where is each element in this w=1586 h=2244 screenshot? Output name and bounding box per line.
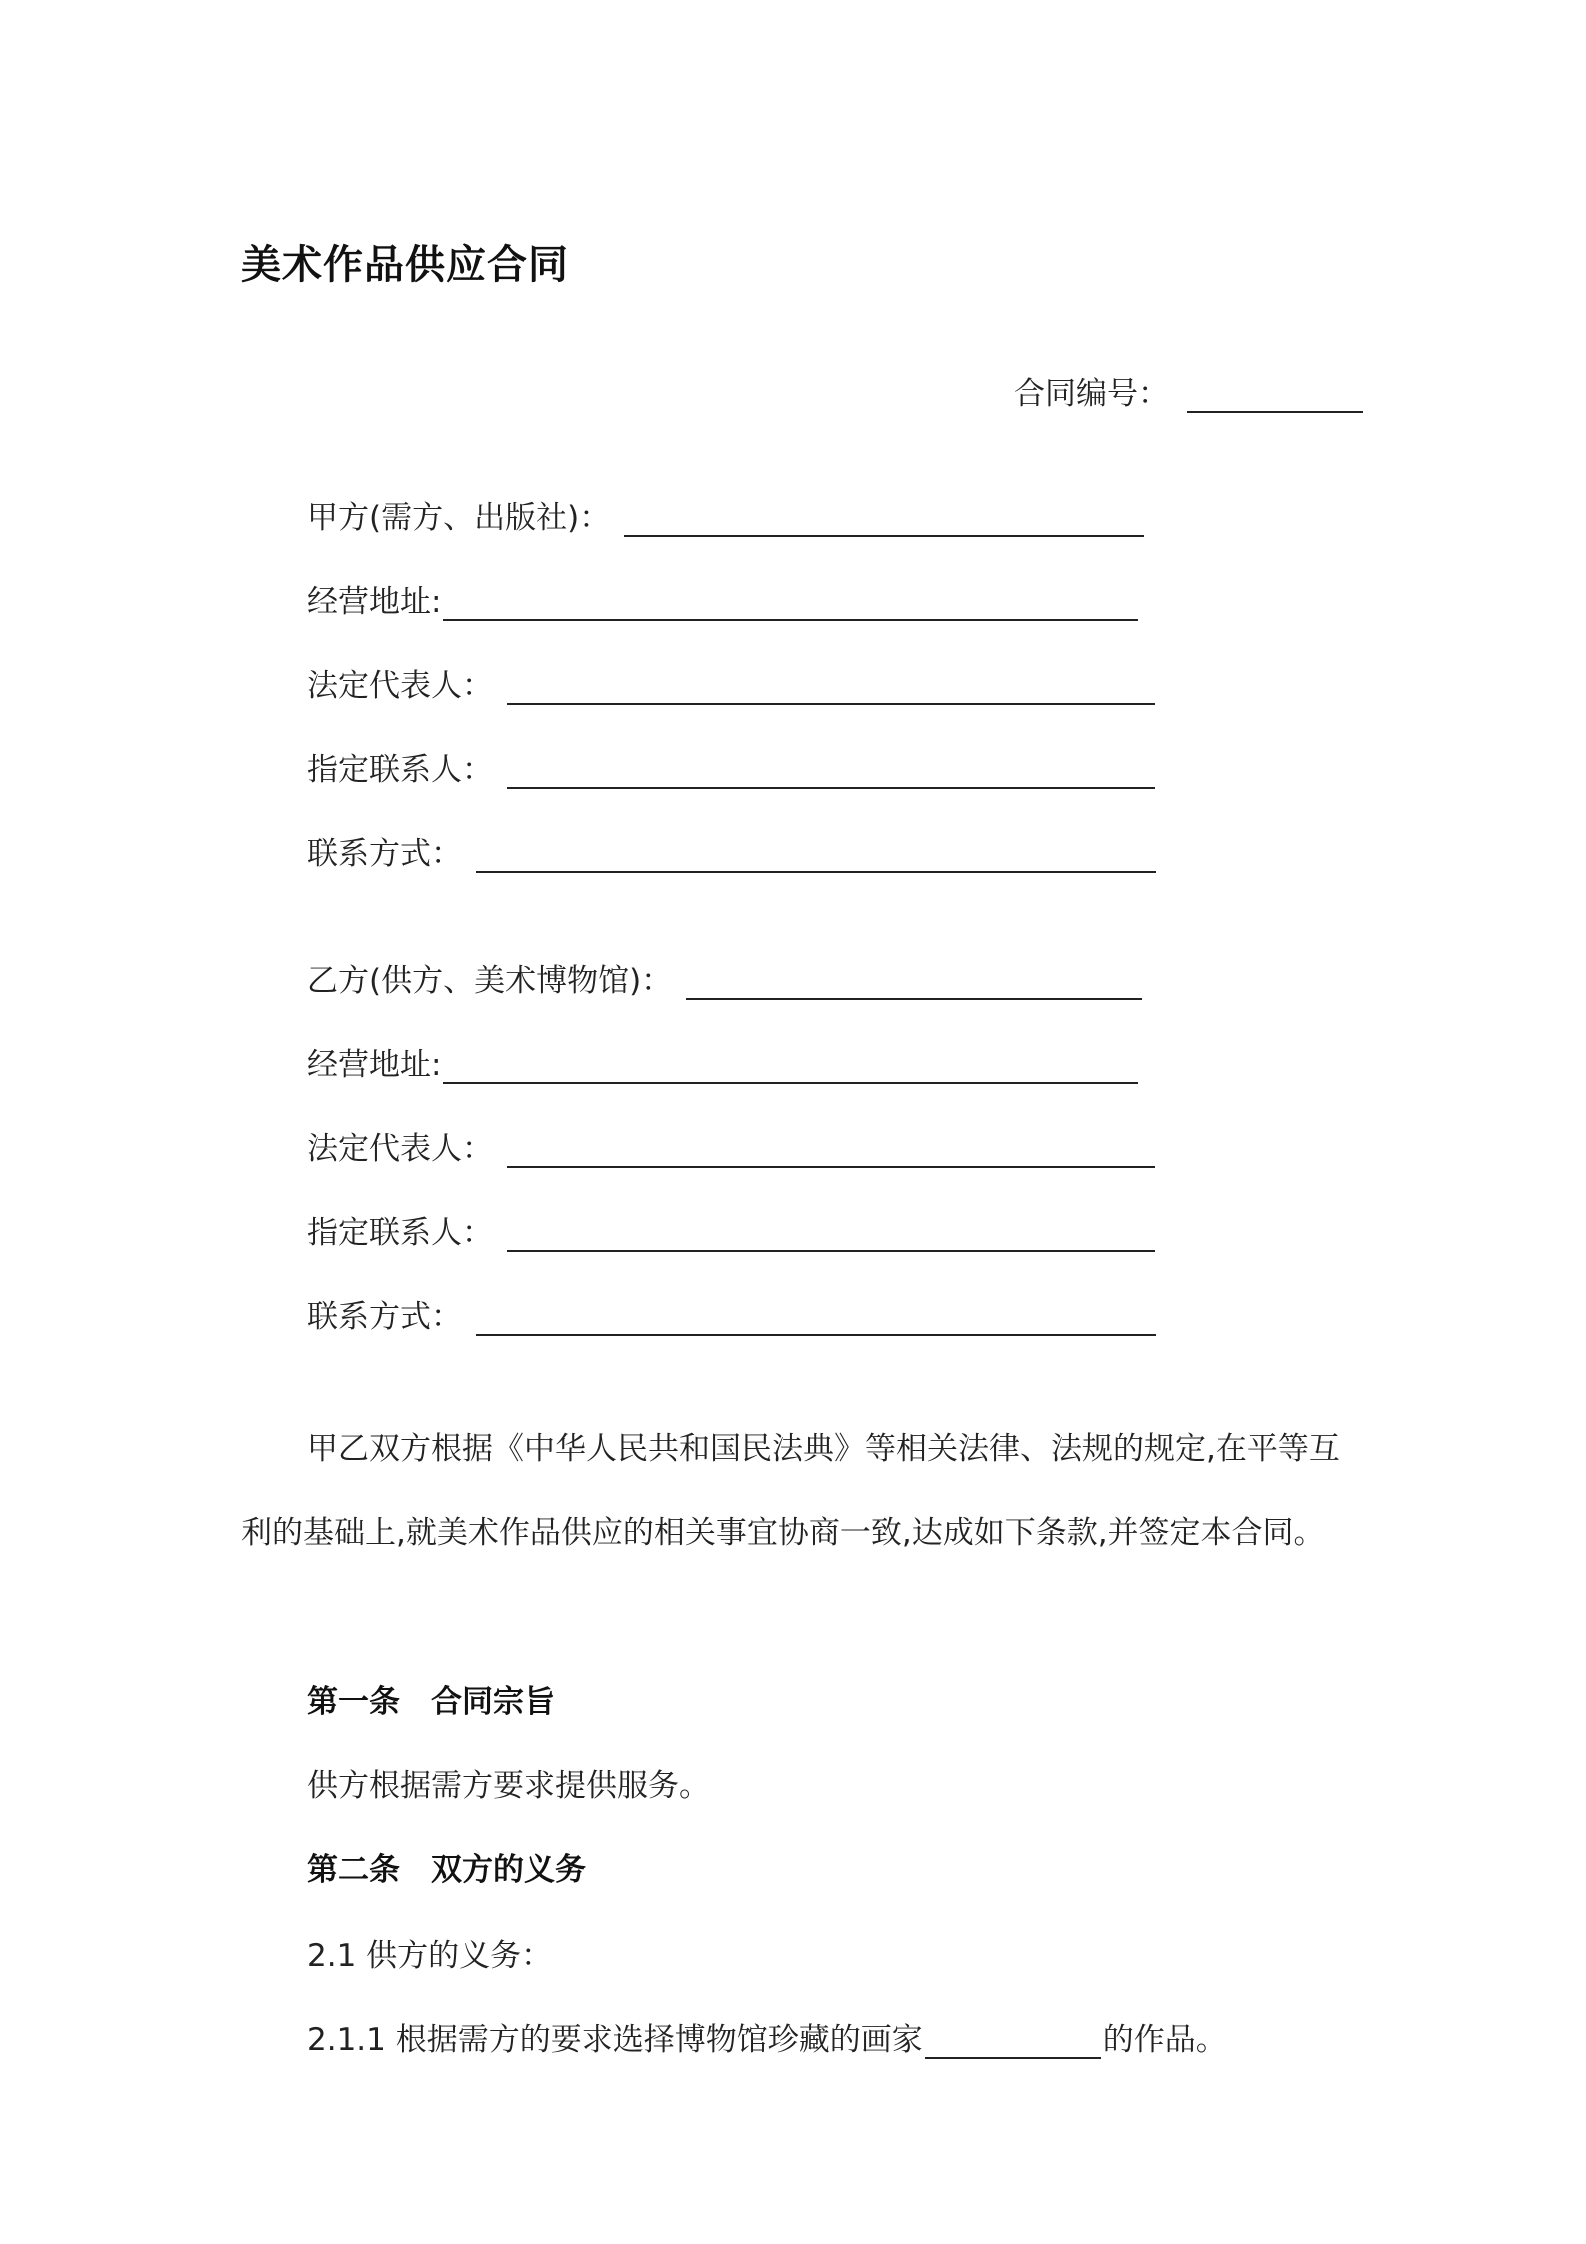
party-b-legal-rep-blank[interactable] (507, 1132, 1155, 1168)
article-1-body-text: 供方根据需方要求提供服务。 (307, 1768, 710, 1804)
party-b-address-blank[interactable] (443, 1048, 1138, 1084)
party-a-heading-row (307, 492, 1144, 537)
party-b-contact-method-label: 联系方式： (307, 1299, 462, 1335)
party-a-legal-rep-row (307, 660, 1155, 705)
article-2-1-1-text-after: 的作品。 (1102, 2022, 1227, 2058)
party-b-contact-method-blank[interactable] (476, 1300, 1156, 1336)
party-a-address-row (307, 576, 1138, 621)
article-2-1-1-text-before: 2.1.1 根据需方的要求选择博物馆珍藏的画家 (307, 2022, 923, 2058)
contract-number-row (1014, 368, 1363, 413)
article-2-heading (307, 1844, 586, 1889)
preamble-paragraph: 甲乙双方根据《中华人民共和国民法典》等相关法律、法规的规定,在平等互利的基础上,就美术作品供应的相关事宜协商一致,达成如下条款,并签定本合同。 (241, 1431, 1340, 1551)
party-b-contact-method-row (307, 1291, 1156, 1336)
article-1-body (307, 1760, 710, 1805)
article-2-1-heading (307, 1930, 552, 1975)
party-b-contact-person-label: 指定联系人： (307, 1215, 493, 1251)
party-a-address-label: 经营地址: (307, 584, 442, 620)
party-a-contact-person-label: 指定联系人： (307, 752, 493, 788)
party-a-legal-rep-blank[interactable] (507, 669, 1155, 705)
party-a-heading: 甲方(需方、出版社)： (307, 500, 611, 536)
party-b-address-label: 经营地址: (307, 1047, 442, 1083)
contract-number-blank[interactable] (1187, 377, 1363, 413)
party-a-name-blank[interactable] (624, 501, 1144, 537)
party-b-heading: 乙方(供方、美术博物馆)： (307, 963, 673, 999)
party-b-heading-row (307, 955, 1142, 1000)
party-a-contact-person-blank[interactable] (507, 753, 1155, 789)
party-a-contact-method-blank[interactable] (476, 837, 1156, 873)
article-1-title: 合同宗旨 (431, 1684, 555, 1720)
article-1-heading (307, 1676, 555, 1721)
article-2-title: 双方的义务 (431, 1852, 586, 1888)
party-a-address-blank[interactable] (443, 585, 1138, 621)
party-b-contact-person-row (307, 1207, 1155, 1252)
party-a-contact-method-row (307, 828, 1156, 873)
article-2-1-text: 2.1 供方的义务： (307, 1938, 553, 1974)
article-2-1-1-item (307, 2014, 1227, 2059)
party-b-contact-person-blank[interactable] (507, 1216, 1155, 1252)
article-1-number: 第一条 (307, 1684, 400, 1720)
party-a-legal-rep-label: 法定代表人： (307, 668, 493, 704)
painter-name-blank[interactable] (925, 2023, 1101, 2059)
party-a-contact-method-label: 联系方式： (307, 836, 462, 872)
contract-number-label: 合同编号： (1014, 376, 1169, 412)
article-2-number: 第二条 (307, 1852, 400, 1888)
document-title: 美术作品供应合同 (241, 242, 569, 288)
party-b-address-row (307, 1039, 1138, 1084)
party-b-name-blank[interactable] (686, 964, 1142, 1000)
party-b-legal-rep-label: 法定代表人： (307, 1131, 493, 1167)
party-a-contact-person-row (307, 744, 1155, 789)
party-b-legal-rep-row (307, 1123, 1155, 1168)
